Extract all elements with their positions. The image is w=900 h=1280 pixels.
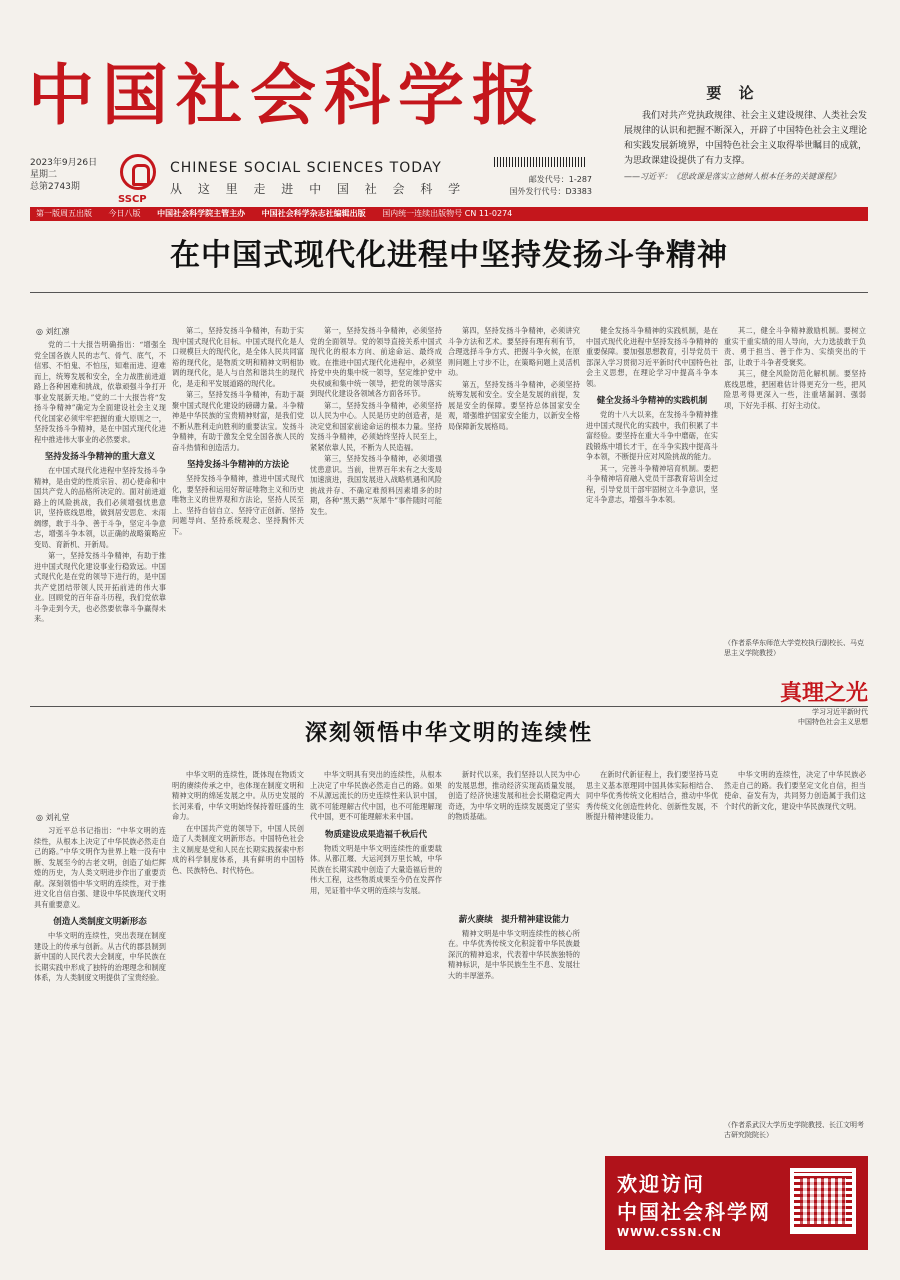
article1-column-1 bbox=[34, 340, 166, 700]
paragraph: 其二，健全斗争精神激励机制。要树立重实干重实绩的用人导向，大力选拔敢于负责、勇于担当、善于作为、实绩突出的干部，让敢于斗争者受褒奖。 bbox=[724, 326, 866, 367]
key-quote-body: 我们对共产党执政规律、社会主义建设规律、人类社会发展规律的认识和把握不断深入，开辟了中国特色社会主义理论和实践发展新境界，中国特色社会主义取得举世瞩目的成就，为思政课建设提供了有力支撑。 bbox=[624, 111, 868, 166]
issue-date: 2023年9月26日 bbox=[30, 158, 98, 168]
article2-column-4 bbox=[448, 770, 580, 1250]
paragraph: 在新时代新征程上，我们要坚持马克思主义基本原理同中国具体实际相结合、同中华优秀传统文化相结合，推动中华优秀传统文化创造性转化、创新性发展，不断提升精神建设能力。 bbox=[586, 770, 718, 821]
key-quote-box bbox=[598, 82, 868, 200]
ad-url[interactable]: WWW.CSSN.CN bbox=[617, 1226, 722, 1239]
article2-author-note: （作者系武汉大学历史学院教授、长江文明考古研究院院长） bbox=[724, 1121, 864, 1139]
paragraph: 其三，健全风险防范化解机制。要坚持底线思维，把困难估计得更充分一些，把风险思考得更深入一些，注重堵漏洞、强弱项，下好先手棋、打好主动仗。 bbox=[724, 369, 866, 410]
paragraph: 中华文明具有突出的连续性，从根本上决定了中华民族必然走自己的路。如果不从源远流长的历史连续性来认识中国，就不可能理解古代中国，也不可能理解现代中国，更不可能理解未来中国。 bbox=[310, 770, 442, 821]
sscp-logo-icon bbox=[120, 154, 156, 190]
article2-column-6 bbox=[724, 770, 866, 1140]
paragraph: 中华文明的连续性，既体现在物质文明的赓续传承之中，也体现在制度文明和精神文明的绵延发展之中。从历史发展的长河来看，中华文明始终保持着旺盛的生命力。 bbox=[172, 770, 304, 821]
paragraph: 党的十八大以来，在发扬斗争精神推进中国式现代化的实践中，我们积累了丰富经验。要坚持在重大斗争中磨砺，在实践锻炼中增长才干，在斗争实践中提高斗争本领，不断提升应对风险挑战的能力。 bbox=[586, 410, 718, 461]
article1-subheading-2: 坚持发扬斗争精神的方法论 bbox=[186, 460, 289, 470]
paragraph: 第四，坚持发扬斗争精神，必须讲究斗争方法和艺术。要坚持有理有利有节，合理选择斗争方式、把握斗争火候，在原则问题上寸步不让，在策略问题上灵活机动。 bbox=[448, 326, 580, 377]
paragraph: 物质文明是中华文明连续性的重要载体。从都江堰、大运河到万里长城，中华民族在长期实践中创造了大量造福后世的伟大工程，这些物质成果至今仍在发挥作用，见证着中华文明的连续与发展。 bbox=[310, 843, 442, 895]
issue-weekday: 星期二 bbox=[30, 170, 58, 180]
article1-column-5 bbox=[586, 326, 718, 700]
article1-headline: 在中国式现代化进程中坚持发扬斗争精神 bbox=[170, 238, 728, 273]
article1-column-4 bbox=[448, 326, 580, 700]
promo-line-1: 学习习近平新时代 bbox=[812, 708, 868, 716]
article1-column-3 bbox=[310, 326, 442, 700]
paragraph: 新时代以来，我们坚持以人民为中心的发展思想，推动经济实现高质量发展，创造了经济快速发展和社会长期稳定两大奇迹，为中华文明的连续发展奠定了坚实的物质基础。 bbox=[448, 770, 580, 821]
english-title: CHINESE SOCIAL SCIENCES TODAY bbox=[170, 160, 442, 176]
ad-line-2: 中国社会科学网 bbox=[617, 1200, 771, 1224]
paragraph: 中华文明的连续性，决定了中华民族必然走自己的路。我们要坚定文化自信，担当使命、奋发有为，共同努力创造属于我们这个时代的新文化，建设中华民族现代文明。 bbox=[724, 770, 866, 811]
masthead-info-bar bbox=[30, 207, 868, 221]
info-cn-number: 国内统一连续出版物号 CN 11-0274 bbox=[382, 209, 513, 218]
key-quote-source: ——习近平：《思政课是落实立德树人根本任务的关键课程》 bbox=[624, 172, 840, 181]
article2-byline: ◎ 刘礼堂 bbox=[36, 813, 70, 822]
article2-column-5 bbox=[586, 770, 718, 1150]
barcode-icon bbox=[494, 157, 586, 167]
paragraph: 在中国式现代化进程中坚持发扬斗争精神，是由党的性质宗旨、初心使命和中国共产党人的品格所决定的。面对前进道路上的风险挑战，我们必须增强忧患意识，坚持底线思维，做到居安思危、未雨绸缪，敢于斗争、善于斗争，坚定斗争意志，增强斗争本领，以正确的战略策略应变局、育新机、开新局。 bbox=[34, 466, 166, 549]
divider bbox=[30, 706, 868, 707]
paragraph: 中华文明的连续性，突出表现在制度建设上的传承与创新。从古代的郡县制到新中国的人民代表大会制度，中华民族在长期实践中形成了独特的治理理念和制度体系，为人类制度文明提供了宝贵经验。 bbox=[34, 931, 166, 982]
article1-column-2 bbox=[172, 326, 304, 700]
info-sponsor: 中国社会科学院主管主办 bbox=[157, 209, 246, 218]
paragraph: 第一，坚持发扬斗争精神，必须坚持党的全面领导。党的领导直接关系中国式现代化的根本方向、前途命运、最终成败。在推进中国式现代化进程中，必须坚持党中央的集中统一领导，坚定维护党中央权威和集中统一领导，把党的领导落实到现代化建设各领域各方面各环节。 bbox=[310, 326, 442, 398]
article2-column-1 bbox=[34, 826, 166, 1250]
publication-codes bbox=[422, 174, 592, 198]
article1-byline: ◎ 刘红凛 bbox=[36, 327, 70, 336]
article2-headline: 深刻领悟中华文明的连续性 bbox=[304, 721, 593, 746]
issue-number: 总第2743期 bbox=[30, 182, 80, 192]
masthead bbox=[28, 58, 588, 132]
article1-author-note: （作者系华东师范大学党校执行副校长、马克思主义学院教授） bbox=[724, 639, 864, 657]
paragraph: 第二，坚持发扬斗争精神，必须坚持以人民为中心。人民是历史的创造者，是决定党和国家前途命运的根本力量。坚持发扬斗争精神，必须始终坚持人民至上，紧紧依靠人民，不断为人民造福。 bbox=[310, 400, 442, 452]
paragraph: 坚持发扬斗争精神，推进中国式现代化，要坚持和运用好辩证唯物主义和历史唯物主义的世界观和方法论，坚持人民至上、坚持自信自立、坚持守正创新、坚持问题导向、坚持系统观念、坚持胸怀天下。 bbox=[172, 474, 304, 536]
paragraph: 健全发扬斗争精神的实践机制，是在中国式现代化进程中坚持发扬斗争精神的重要保障。要加强思想教育，引导党员干部深入学习贯彻习近平新时代中国特色社会主义思想，在理论学习中提高斗争本领。 bbox=[586, 326, 718, 388]
article1-subheading-1: 坚持发扬斗争精神的重大意义 bbox=[44, 452, 156, 462]
article2-subheading-1: 创造人类制度文明新形态 bbox=[53, 917, 147, 927]
info-pages: 今日八版 bbox=[108, 209, 141, 218]
paragraph: 第五，坚持发扬斗争精神，必须坚持统筹发展和安全。安全是发展的前提，发展是安全的保障。要坚持总体国家安全观，增强维护国家安全能力，以新安全格局保障新发展格局。 bbox=[448, 379, 580, 431]
paragraph: 习近平总书记指出：“中华文明的连续性，从根本上决定了中华民族必然走自己的路。”中华文明作为世界上唯一没有中断、发展至今的古老文明，创造了灿烂辉煌的历史，为人类文明进步作出了重要贡献。深刻领悟中华文明的连续性，对于推进文化自信自强、建设中华民族现代文明具有重要意义。 bbox=[34, 826, 166, 909]
qr-code-icon[interactable] bbox=[790, 1168, 856, 1234]
issue-meta bbox=[30, 157, 120, 193]
ad-line-1: 欢迎访问 bbox=[617, 1172, 705, 1196]
article2-column-3 bbox=[310, 770, 442, 1250]
article1-column-6 bbox=[724, 326, 866, 626]
cssn-advertisement[interactable] bbox=[605, 1156, 868, 1250]
postal-code: 邮发代号：1-287 bbox=[528, 175, 592, 184]
divider bbox=[30, 292, 868, 293]
promo-title: 真理之光 bbox=[779, 681, 868, 706]
paragraph: 在中国共产党的领导下，中国人民创造了人类制度文明新形态。中国特色社会主义制度是党和人民在长期实践探索中形成的科学制度体系，具有鲜明的中国特色、民族特色、时代特色。 bbox=[172, 823, 304, 875]
info-publication-day: 第一版周五出版 bbox=[36, 209, 92, 218]
paragraph: 党的二十大报告明确指出：“增强全党全国各族人民的志气、骨气、底气，不信邪、不怕鬼、不怕压，知难而进、迎难而上，统筹发展和安全，全力战胜前进道路上各种困难和挑战，依靠顽强斗争打开事业发展新天地。”党的二十大报告将“发扬斗争精神”确定为全面建设社会主义现代化国家必须牢牢把握的重大原则之一，坚持发扬斗争精神，是在中国式现代化进程中推进伟大事业的必然要求。 bbox=[34, 340, 166, 444]
paragraph: 第三，坚持发扬斗争精神，必须增强忧患意识。当前，世界百年未有之大变局加速演进，我国发展进入战略机遇和风险挑战并存、不确定难预料因素增多的时期，各种“黑天鹅”“灰犀牛”事件随时可能发生。 bbox=[310, 454, 442, 516]
article1-subheading-3: 健全发扬斗争精神的实践机制 bbox=[596, 396, 708, 406]
article2-subheading-2: 物质建设成果造福千秋后代 bbox=[324, 829, 427, 840]
key-quote-title: 要 论 bbox=[706, 84, 760, 102]
article2-subheading-3: 薪火赓续 提升精神建设能力 bbox=[458, 914, 570, 925]
info-editor: 中国社会科学杂志社编辑出版 bbox=[261, 209, 366, 218]
paragraph: 第三，坚持发扬斗争精神，有助于凝聚中国式现代化建设的磅礴力量。斗争精神是中华民族的宝贵精神财富，是我们党不断从胜利走向胜利的重要法宝。发扬斗争精神，有助于激发全党全国各族人民的奋斗热情和创造活力。 bbox=[172, 390, 304, 452]
foreign-code: 国外发行代号：D3383 bbox=[509, 187, 592, 196]
logo-text: SSCP bbox=[118, 194, 147, 205]
slogan: 从 这 里 走 进 中 国 社 会 科 学 bbox=[170, 182, 467, 196]
paragraph: 其一，完善斗争精神培育机制。要把斗争精神培育融入党员干部教育培训全过程，引导党员干部牢固树立斗争意识，坚定斗争意志，增强斗争本领。 bbox=[586, 463, 718, 504]
promo-line-2: 中国特色社会主义思想 bbox=[798, 718, 868, 726]
paragraph: 第一，坚持发扬斗争精神，有助于推进中国式现代化建设事业行稳致远。中国式现代化是在党的领导下进行的，是中国共产党团结带领人民开拓前进的伟大事业。回顾党的百年奋斗历程，我们党依靠斗争走到今天，也必然要依靠斗争赢得未来。 bbox=[34, 551, 166, 623]
paragraph: 精神文明是中华文明连续性的核心所在。中华优秀传统文化积淀着中华民族最深沉的精神追求，代表着中华民族独特的精神标识，是中华民族生生不息、发展壮大的丰厚滋养。 bbox=[448, 928, 580, 980]
paragraph: 第二，坚持发扬斗争精神，有助于实现中国式现代化目标。中国式现代化是人口规模巨大的现代化，是全体人民共同富裕的现代化，是物质文明和精神文明相协调的现代化，是人与自然和谐共生的现代化，是走和平发展道路的现代化。 bbox=[172, 326, 304, 388]
article2-column-2 bbox=[172, 770, 304, 1250]
newspaper-title: 中国社会科学报 bbox=[28, 56, 546, 134]
